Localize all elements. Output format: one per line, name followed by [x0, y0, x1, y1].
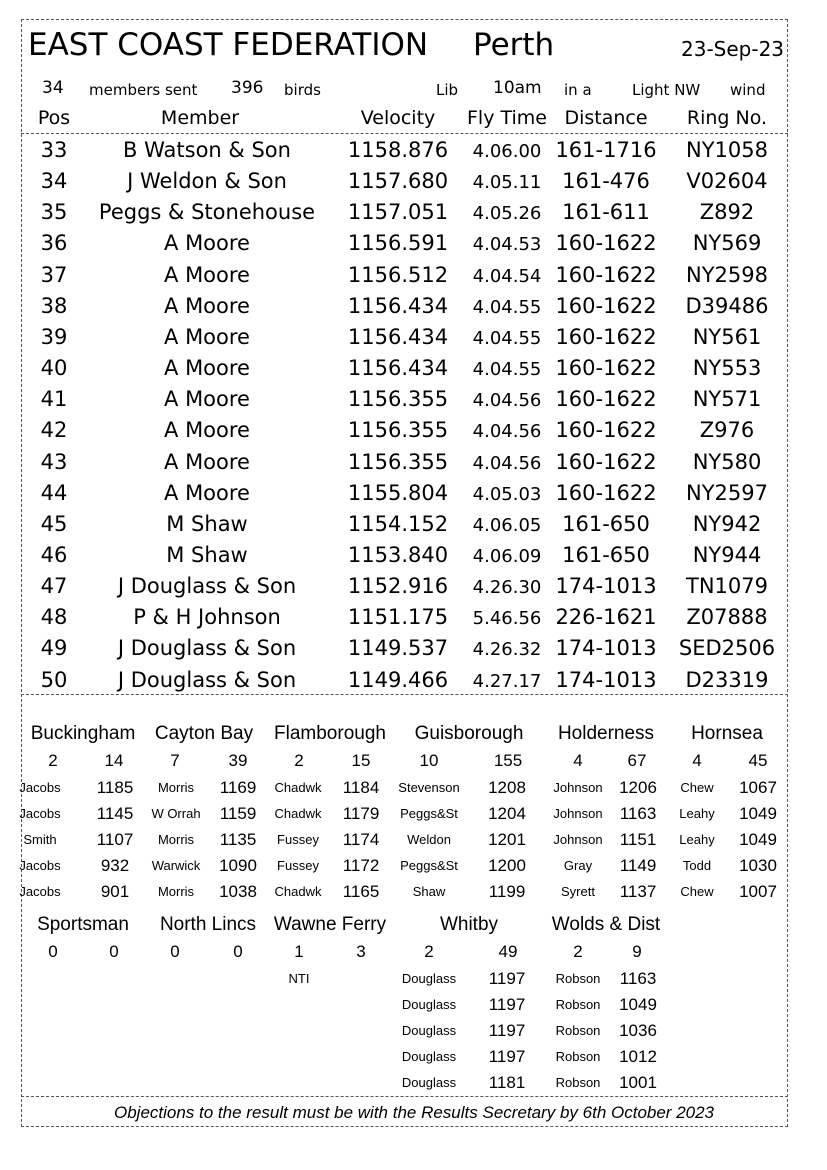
cell-pos: 50 — [40, 667, 68, 692]
column-header-fly-time: Fly Time — [467, 107, 547, 129]
cell-member: M Shaw — [166, 542, 248, 567]
cell-pos: 36 — [40, 231, 68, 256]
cell-ring: NY571 — [692, 387, 762, 412]
cell-fly-time: 4.05.26 — [472, 203, 542, 225]
cell-velocity: 1156.591 — [347, 231, 449, 256]
section-entry-name: Leahy — [679, 806, 715, 821]
cell-distance: 161-1716 — [555, 138, 657, 162]
cell-fly-time: 4.04.55 — [472, 327, 542, 349]
cell-distance: 160-1622 — [555, 324, 657, 349]
cell-velocity: 1151.175 — [347, 605, 449, 630]
section-name: Cayton Bay — [154, 723, 254, 744]
section-members: 4 — [573, 751, 583, 770]
section-entry-name: Johnson — [553, 832, 603, 847]
cell-pos: 39 — [40, 324, 68, 349]
page-title: EAST COAST FEDERATION — [28, 27, 429, 63]
section-entry-velocity: 1206 — [619, 778, 657, 797]
cell-velocity: 1149.537 — [347, 636, 449, 661]
section-entry-velocity: 1007 — [739, 882, 777, 901]
cell-velocity: 1157.680 — [347, 169, 449, 194]
cell-distance: 161-476 — [562, 169, 650, 194]
section-entry-velocity: 1208 — [488, 778, 526, 797]
section-entry-name: Leahy — [679, 832, 715, 847]
table-row — [0, 481, 827, 512]
section-entry-velocity: 1165 — [342, 882, 380, 901]
cell-member: A Moore — [164, 324, 250, 349]
section-entry-name: Robson — [555, 971, 601, 986]
cell-pos: 48 — [40, 605, 68, 630]
section-entry-name: Todd — [682, 858, 712, 873]
section-birds: 0 — [233, 942, 243, 961]
cell-member: A Moore — [164, 480, 250, 505]
cell-pos: 43 — [40, 449, 68, 474]
cell-fly-time: 4.04.56 — [472, 421, 542, 443]
cell-distance: 161-611 — [562, 200, 650, 225]
section-birds: 67 — [627, 751, 647, 770]
section-entry-velocity: 1049 — [619, 995, 657, 1014]
section-entry-velocity: 1179 — [342, 804, 380, 823]
cell-pos: 46 — [40, 542, 68, 567]
cell-ring: Z892 — [699, 200, 755, 225]
lib-label: Lib — [436, 81, 459, 99]
cell-velocity: 1149.466 — [347, 667, 449, 692]
table-row — [0, 200, 827, 231]
cell-pos: 40 — [40, 356, 68, 381]
section-entry-name: Chadwk — [274, 806, 322, 821]
section-entry-velocity: 1151 — [619, 830, 657, 849]
section-entry-name: Weldon — [407, 832, 451, 847]
table-row — [0, 450, 827, 481]
cell-velocity: 1156.434 — [347, 356, 449, 381]
cell-ring: NY942 — [692, 511, 762, 536]
table-row — [0, 231, 827, 262]
cell-ring: NY1058 — [686, 138, 768, 162]
cell-distance: 174-1013 — [555, 667, 657, 692]
cell-fly-time: 4.26.30 — [472, 577, 542, 599]
section-entry-name: Chew — [680, 780, 714, 795]
cell-member: A Moore — [164, 293, 250, 318]
table-row — [0, 636, 827, 667]
section-entry-velocity: 1200 — [488, 856, 526, 875]
section-name: Buckingham — [30, 723, 136, 744]
section-entry-name: Johnson — [553, 806, 603, 821]
section-note: NTI — [288, 971, 310, 986]
cell-pos: 34 — [40, 169, 68, 194]
birds-label: birds — [284, 81, 321, 99]
cell-fly-time: 4.05.11 — [472, 172, 542, 194]
cell-pos: 45 — [40, 511, 68, 536]
table-row — [0, 325, 827, 356]
cell-distance: 160-1622 — [555, 262, 657, 287]
section-entry-velocity: 1159 — [219, 804, 257, 823]
cell-ring: NY944 — [692, 542, 762, 567]
section-entry-name: Robson — [555, 1023, 601, 1038]
section-entry-velocity: 1049 — [739, 830, 777, 849]
cell-ring: SED2506 — [678, 636, 776, 661]
section-entry-velocity: 1149 — [619, 856, 657, 875]
section-name: Guisborough — [414, 723, 524, 744]
section-entry-velocity: 1001 — [619, 1073, 657, 1092]
section-entry-name: Morris — [157, 780, 195, 795]
column-header-velocity: Velocity — [360, 107, 436, 129]
cell-ring: D39486 — [685, 293, 769, 318]
cell-member: J Weldon & Son — [127, 169, 287, 194]
section-name: Holderness — [557, 723, 655, 744]
section-members: 0 — [48, 942, 58, 961]
cell-pos: 37 — [40, 262, 68, 287]
cell-ring: Z976 — [699, 418, 755, 443]
cell-fly-time: 4.04.54 — [472, 265, 542, 287]
cell-velocity: 1158.876 — [347, 138, 449, 162]
section-name: North Lincs — [159, 914, 257, 935]
cell-fly-time: 4.04.53 — [472, 234, 542, 256]
cell-fly-time: 4.06.09 — [472, 545, 542, 567]
cell-velocity: 1157.051 — [347, 200, 449, 225]
cell-velocity: 1156.434 — [347, 324, 449, 349]
section-entry-name: Douglass — [401, 1049, 457, 1064]
section-entry-velocity: 1185 — [96, 778, 134, 797]
cell-pos: 49 — [40, 636, 68, 661]
section-members: 1 — [294, 942, 304, 961]
cell-member: A Moore — [164, 356, 250, 381]
section-entry-name: Chew — [680, 884, 714, 899]
section-entry-velocity: 1197 — [488, 969, 526, 988]
section-entry-velocity: 1137 — [619, 882, 657, 901]
section-entry-name: Robson — [555, 997, 601, 1012]
cell-fly-time: 4.26.32 — [472, 639, 542, 661]
section-entry-velocity: 1169 — [219, 778, 257, 797]
section-members: 7 — [170, 751, 180, 770]
section-entry-name: Peggs&St — [400, 858, 458, 873]
section-members: 2 — [294, 751, 304, 770]
cell-velocity: 1152.916 — [347, 574, 449, 599]
cell-ring: NY553 — [692, 356, 762, 381]
section-entry-name: Johnson — [553, 780, 603, 795]
objections-note: Objections to the result must be with the Results Secretary by 6th October 2023 — [113, 1103, 715, 1122]
table-row — [0, 138, 827, 169]
section-entry-velocity: 1181 — [488, 1073, 526, 1092]
cell-distance: 174-1013 — [555, 574, 657, 599]
cell-fly-time: 4.06.05 — [472, 514, 542, 536]
cell-velocity: 1156.355 — [347, 418, 449, 443]
section-entry-name: Jacobs — [19, 884, 61, 899]
table-row — [0, 169, 827, 200]
section-entry-velocity: 1199 — [488, 882, 526, 901]
section-entry-velocity: 1163 — [619, 969, 657, 988]
section-members: 2 — [424, 942, 434, 961]
cell-ring: NY569 — [692, 231, 762, 256]
cell-fly-time: 4.05.03 — [472, 483, 542, 505]
section-entry-name: Morris — [157, 832, 195, 847]
cell-velocity: 1156.355 — [347, 387, 449, 412]
cell-pos: 33 — [40, 138, 68, 162]
cell-member: Peggs & Stonehouse — [98, 200, 316, 225]
table-row — [0, 574, 827, 605]
section-birds: 9 — [632, 942, 642, 961]
cell-member: P & H Johnson — [133, 605, 281, 630]
cell-velocity: 1156.355 — [347, 449, 449, 474]
lib-time: 10am — [493, 78, 542, 98]
cell-distance: 161-650 — [562, 511, 650, 536]
section-entry-velocity: 1204 — [488, 804, 526, 823]
birds-count: 396 — [231, 78, 264, 98]
section-entry-name: Shaw — [412, 884, 446, 899]
wind-direction: Light NW — [632, 81, 701, 99]
section-entry-velocity: 1030 — [739, 856, 777, 875]
cell-fly-time: 4.27.17 — [472, 670, 542, 692]
section-entry-name: Chadwk — [274, 884, 322, 899]
section-name: Whitby — [439, 914, 499, 935]
section-name: Wawne Ferry — [273, 914, 387, 935]
section-entry-name: Peggs&St — [400, 806, 458, 821]
section-entry-velocity: 1038 — [219, 882, 257, 901]
section-entry-name: Chadwk — [274, 780, 322, 795]
section-birds: 49 — [498, 942, 518, 961]
cell-member: J Douglass & Son — [117, 667, 297, 692]
cell-pos: 42 — [40, 418, 68, 443]
section-entry-velocity: 1107 — [96, 830, 134, 849]
section-entry-name: Jacobs — [19, 858, 61, 873]
cell-fly-time: 4.04.55 — [472, 359, 542, 381]
section-entry-name: Jacobs — [19, 780, 61, 795]
section-entry-velocity: 1197 — [488, 995, 526, 1014]
cell-pos: 35 — [40, 200, 68, 225]
race-venue: Perth — [473, 27, 555, 63]
section-entry-name: Syrett — [561, 884, 595, 899]
table-row — [0, 356, 827, 387]
section-members: 0 — [170, 942, 180, 961]
section-birds: 39 — [228, 751, 248, 770]
column-header-ring: Ring No. — [686, 107, 768, 129]
section-entry-velocity: 1012 — [619, 1047, 657, 1066]
section-entry-velocity: 1172 — [342, 856, 380, 875]
cell-distance: 174-1013 — [555, 636, 657, 661]
section-entry-velocity: 1197 — [488, 1047, 526, 1066]
table-row — [0, 294, 827, 325]
cell-fly-time: 4.04.55 — [472, 296, 542, 318]
cell-ring: D23319 — [685, 667, 769, 692]
section-birds: 45 — [748, 751, 768, 770]
section-entry-name: Warwick — [151, 858, 201, 873]
race-date: 23-Sep-23 — [681, 37, 785, 61]
section-entry-velocity: 1067 — [739, 778, 777, 797]
in-a-label: in a — [564, 81, 592, 99]
section-entry-name: Fussey — [277, 858, 319, 873]
footer-divider — [21, 1096, 788, 1097]
section-entry-velocity: 1049 — [739, 804, 777, 823]
members-label: members sent — [89, 81, 198, 99]
section-entry-name: Jacobs — [19, 806, 61, 821]
cell-distance: 160-1622 — [555, 231, 657, 256]
section-entry-name: Douglass — [401, 997, 457, 1012]
wind-label: wind — [730, 81, 766, 99]
column-header-member: Member — [160, 107, 240, 129]
section-entry-name: Stevenson — [398, 780, 460, 795]
cell-distance: 160-1622 — [555, 356, 657, 381]
cell-velocity: 1156.512 — [347, 262, 449, 287]
cell-distance: 160-1622 — [555, 387, 657, 412]
section-members: 10 — [419, 751, 439, 770]
section-birds: 0 — [109, 942, 119, 961]
cell-pos: 38 — [40, 293, 68, 318]
section-entry-velocity: 901 — [100, 882, 130, 901]
section-entry-velocity: 932 — [100, 856, 130, 875]
results-divider — [21, 694, 788, 695]
section-entry-velocity: 1135 — [219, 830, 257, 849]
section-name: Hornsea — [691, 723, 763, 744]
section-entry-name: Gray — [563, 858, 593, 873]
section-birds: 15 — [351, 751, 371, 770]
cell-ring: Z07888 — [686, 605, 768, 630]
cell-ring: V02604 — [686, 169, 768, 194]
section-entry-velocity: 1197 — [488, 1021, 526, 1040]
cell-fly-time: 5.46.56 — [472, 608, 542, 630]
section-members: 2 — [573, 942, 583, 961]
section-entry-velocity: 1090 — [219, 856, 257, 875]
cell-pos: 44 — [40, 480, 68, 505]
cell-ring: NY2598 — [686, 262, 768, 287]
table-row — [0, 543, 827, 574]
section-entry-velocity: 1174 — [342, 830, 380, 849]
column-header-pos: Pos — [37, 107, 71, 129]
section-name: Flamborough — [274, 723, 386, 744]
cell-velocity: 1156.434 — [347, 293, 449, 318]
cell-pos: 47 — [40, 574, 68, 599]
cell-distance: 160-1622 — [555, 418, 657, 443]
cell-velocity: 1154.152 — [347, 511, 449, 536]
section-birds: 155 — [493, 751, 523, 770]
cell-member: A Moore — [164, 418, 250, 443]
section-birds: 3 — [356, 942, 366, 961]
cell-distance: 160-1622 — [555, 480, 657, 505]
section-birds: 14 — [104, 751, 124, 770]
section-entry-name: Smith — [23, 832, 57, 847]
table-row — [0, 263, 827, 294]
table-row — [0, 512, 827, 543]
header-divider — [21, 133, 788, 134]
cell-ring: NY561 — [692, 324, 762, 349]
table-row — [0, 605, 827, 636]
section-entry-name: W Orrah — [151, 806, 201, 821]
cell-fly-time: 4.04.56 — [472, 452, 542, 474]
cell-member: M Shaw — [166, 511, 248, 536]
section-members: 4 — [692, 751, 702, 770]
cell-distance: 161-650 — [562, 542, 650, 567]
section-entry-velocity: 1201 — [488, 830, 526, 849]
section-entry-name: Morris — [157, 884, 195, 899]
cell-member: A Moore — [164, 231, 250, 256]
cell-member: B Watson & Son — [123, 138, 291, 162]
section-entry-velocity: 1163 — [619, 804, 657, 823]
cell-fly-time: 4.04.56 — [472, 390, 542, 412]
section-entry-name: Douglass — [401, 971, 457, 986]
cell-member: J Douglass & Son — [117, 574, 297, 599]
cell-member: A Moore — [164, 387, 250, 412]
cell-velocity: 1155.804 — [347, 480, 449, 505]
cell-member: A Moore — [164, 262, 250, 287]
section-entry-name: Douglass — [401, 1075, 457, 1090]
section-entry-name: Douglass — [401, 1023, 457, 1038]
cell-ring: TN1079 — [686, 574, 768, 599]
table-row — [0, 387, 827, 418]
section-entry-name: Robson — [555, 1075, 601, 1090]
section-entry-velocity: 1036 — [619, 1021, 657, 1040]
cell-ring: NY580 — [692, 449, 762, 474]
section-name: Wolds & Dist — [551, 914, 661, 935]
section-members: 2 — [48, 751, 58, 770]
cell-pos: 41 — [40, 387, 68, 412]
cell-fly-time: 4.06.00 — [472, 141, 542, 162]
section-entry-name: Robson — [555, 1049, 601, 1064]
members-count: 34 — [42, 78, 64, 98]
section-entry-name: Fussey — [277, 832, 319, 847]
section-entry-velocity: 1145 — [96, 804, 134, 823]
cell-distance: 160-1622 — [555, 449, 657, 474]
section-entry-velocity: 1184 — [342, 778, 380, 797]
cell-member: J Douglass & Son — [117, 636, 297, 661]
cell-velocity: 1153.840 — [347, 542, 449, 567]
section-name: Sportsman — [37, 914, 129, 935]
cell-distance: 160-1622 — [555, 293, 657, 318]
cell-member: A Moore — [164, 449, 250, 474]
cell-distance: 226-1621 — [555, 605, 657, 630]
column-header-distance: Distance — [564, 107, 648, 129]
cell-ring: NY2597 — [686, 480, 768, 505]
table-row — [0, 418, 827, 449]
